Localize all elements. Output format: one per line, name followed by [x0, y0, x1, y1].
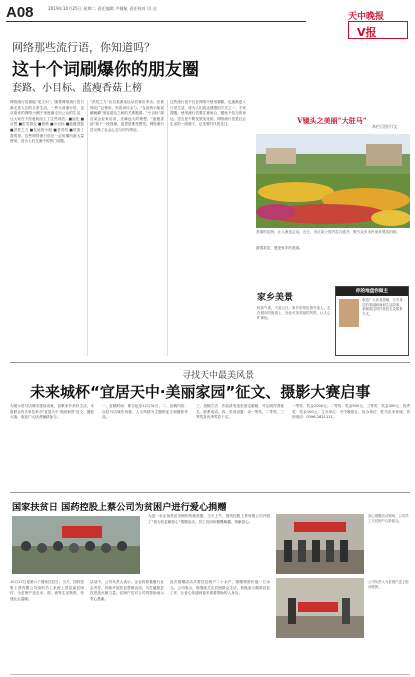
flower-park-photo: [256, 134, 410, 228]
fupin-intro: 为进一步弘扬扶贫济困的传统美德，当天上午，国药控股上蔡有限公司开展了“我为扶贫献爱心”捐赠活动，员工们纷纷慷慨解囊，奉献爱心。: [148, 514, 270, 524]
column-divider: [167, 100, 168, 356]
issue-meta: 2019年10月25日 星期二 责任编辑 尹健航 责任校对 闫 迟: [48, 6, 157, 11]
event-headline: 未来城杯“宜居天中·美丽家园”征文、摄影大赛启事: [30, 383, 371, 401]
donation-handover-image: [276, 578, 364, 638]
fupin-column-1: 10月17日是第六个国家扶贫日。当天，国药控股上蔡有限公司组织员工来到上蔡县某贫困村，为贫困户送去米、面、油等生活物资，传递社会温暖。: [10, 580, 84, 601]
event-column-1: 为展示驻马店城市建设成就，讴歌家乡美好生活，本报联合有关单位举办“宜居天中·美丽家园”征文、摄影大赛，欢迎广大读者踊跃参与。: [10, 404, 94, 420]
column-divider: [87, 100, 88, 356]
newspaper-brand: 天中晚报: [348, 12, 385, 22]
footer-rule: [10, 674, 410, 675]
section-divider: [10, 492, 410, 493]
section-label: V报: [357, 26, 377, 39]
header-rule: [6, 21, 306, 22]
feature-column-1: 网络流行语最能“见文识”。随着网络流行语日渐走进人们的日常生活，一些当前流行语，也从原来的网络小圈子里逐渐走向公众的生活，让大家在不经意间用上了这些词语。■逗比 ■点赞 ■吃瓜群众 ■套路 ■小目标 ■蓝瘦香菇 ■洪荒之力 ■友谊的小船 ■老司机 ■厉害了我的哥。这些网络流行语在一定时期内被大量使用，成为人们交流中的热门话题。: [10, 100, 84, 144]
v-lens-note: 游园赏花，感受家乡的美丽。: [256, 246, 303, 250]
event-kicker: 寻找天中最美风景: [182, 371, 255, 381]
reader-submission-box: [335, 286, 409, 356]
submission-thumbnail: [339, 299, 359, 327]
section-badge: [348, 21, 408, 39]
donation-handover-photo: [276, 578, 364, 638]
fupin-column-3: 此次捐赠活动共帮扶贫困户二十余户，捐赠物资价值一万余元。公司表示，将继续关注贫困群众生活，积极参与精准扶贫工作，让爱心传递到更多需要帮助的人身边。: [170, 580, 270, 596]
feature-column-3: 这些流行语不仅在网络中使用频繁，也逐渐进入日常生活，成为人们表达情感的方式之一。专家提醒，使用流行语要注意场合，避免不恰当的表达。语言是不断发展变化的，网络流行语是社会生活的一面镜子，记录着时代的变迁。: [170, 100, 246, 127]
event-column-3: 三、投稿方式：作品请发送至指定邮箱，并注明作者姓名、联系电话。四、奖项设置：设一等奖、二等奖、三等奖及优秀奖若干名。: [196, 404, 284, 420]
page-header: [0, 0, 415, 40]
event-column-4: 一等奖：奖金1000元；二等奖：奖金500元；三等奖：奖金300元；优秀奖：奖金100元。主办单位：天中晚报社。协办单位：驻马店未来城。咨询电话：0396-2821111。: [292, 404, 410, 420]
v-lens-author: 本栏目图片/文: [372, 124, 398, 129]
donation-group-image: [276, 514, 364, 574]
page-number: A08: [6, 4, 34, 21]
donation-crowd-image: [12, 516, 140, 574]
v-lens-title: V镜头之美丽“大驻马”: [297, 116, 367, 125]
flower-park-image: [256, 134, 410, 228]
feature-headline: 这十个词刷爆你的朋友圈: [12, 60, 199, 80]
donation-group-photo: [276, 514, 364, 574]
donation-crowd-photo: [12, 516, 140, 574]
feature-kicker: 网络那些流行语，你知道吗？: [12, 41, 155, 54]
home-scene-title: 家乡美景: [257, 293, 294, 303]
photo-caption-1: 爱心捐赠活动现场，公司员工与贫困户合影留念。: [368, 514, 409, 523]
submission-box-title: 你的地盘你做主: [336, 287, 408, 296]
event-column-2: 一、征稿时间：即日起至12月31日。二、征稿内容：以驻马店城乡风貌、人文风情为主题的征文和摄影作品。: [102, 404, 188, 420]
submission-box-text: 欢迎广大读者投稿，分享身边的美丽瞬间和生活故事。来稿请注明作者姓名及联系方式。: [362, 298, 403, 316]
fupin-headline: 国家扶贫日 国药控股上蔡公司为贫困户进行爱心捐赠: [12, 502, 227, 513]
feature-column-2: “洪荒之力”出自某游泳运动员赛后采访，后被网友广泛使用，形容用尽全力。“友谊的小船说翻就翻”形容朋友之间的关系脆弱。“小目标”源自某企业家访谈，比喻远大的理想。“蓝瘦香菇”源于一段视频，意思是难受想哭。网络流行语反映了社会心态与时代特征。: [90, 100, 164, 132]
home-scene-text: 秋高气爽，天蓝云白，家乡的景色格外迷人。走在城市的街道上，处处可见美丽的风景，让人心旷神怡。: [257, 306, 331, 320]
feature-subhead: 套路、小目标、蓝瘦香菇上榜: [12, 83, 142, 94]
photo-caption-2: 公司负责人为贫困户送上慰问物资。: [368, 580, 409, 589]
flower-photo-caption: 美丽的花海，让人流连忘返。近日，市区某公园内花卉盛开，吸引众多市民前来观赏拍照。: [256, 230, 400, 234]
fupin-column-2: 活动中，公司负责人表示，企业将积极履行社会责任，持续开展扶贫帮困活动，为打赢脱贫攻坚战贡献力量。贫困户们对公司的帮助表示衷心感谢。: [90, 580, 164, 601]
section-divider: [10, 362, 410, 363]
